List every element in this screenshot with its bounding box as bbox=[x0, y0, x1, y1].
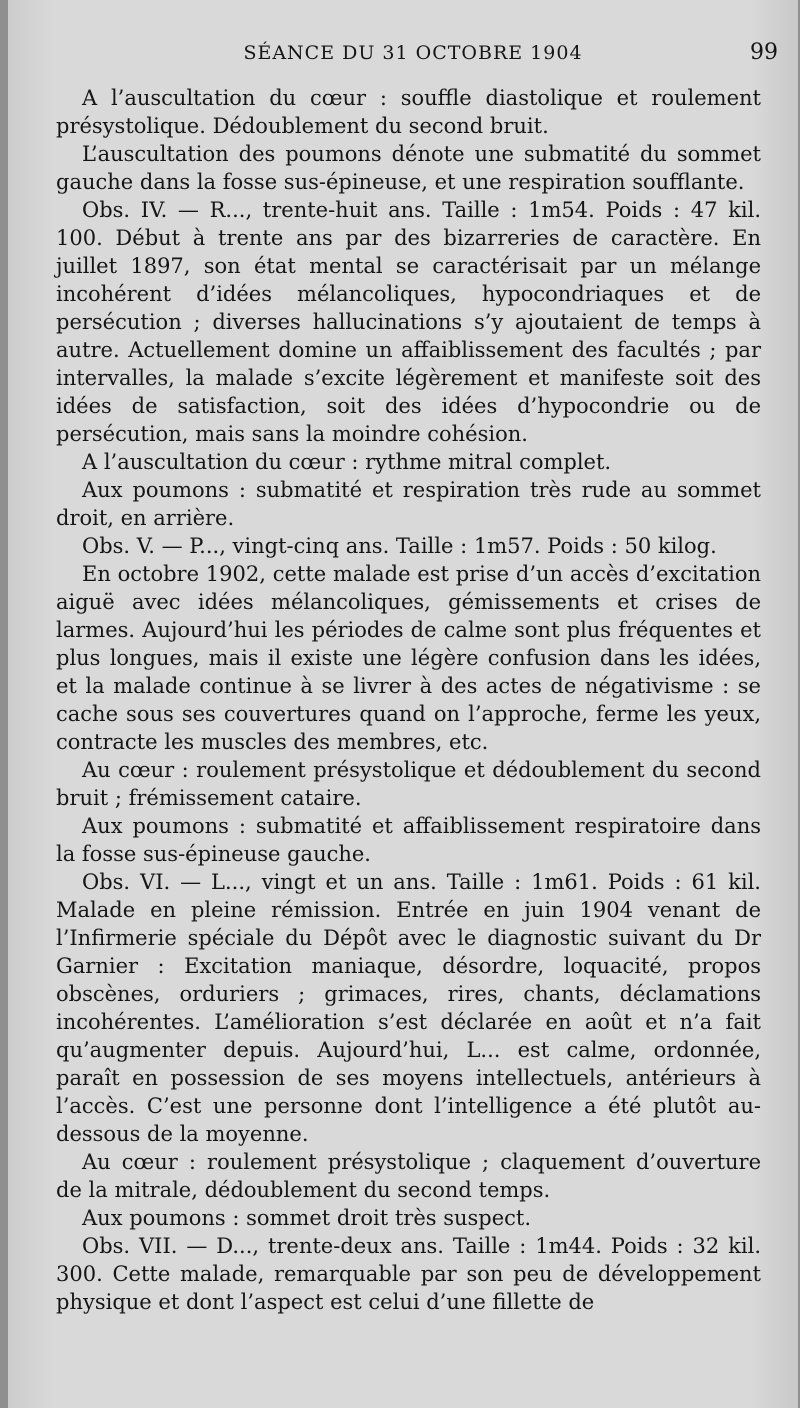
paragraph: Aux poumons : submatité et respiration très rude au sommet droit, en arrière. bbox=[56, 478, 761, 530]
paragraph: Obs. VII. — D..., trente-deux ans. Taille : 1m44. Poids : 32 kil. 300. Cette malade, remarquable par son peu de développement physique et dont l’aspect est celui d’une fillette de bbox=[56, 1234, 761, 1314]
paragraph: Obs. VI. — L..., vingt et un ans. Taille : 1m61. Poids : 61 kil. Malade en pleine rémission. Entrée en juin 1904 venant de l’Infirmerie spéciale du Dépôt avec le diagnostic suivant du Dr Garnier : Excitation maniaque, désordre, loquacité, propos obscènes, orduriers ; grimaces, rires, chants, déclamations incohérentes. L’amélioration s’est déclarée en août et n’a fait qu’augmenter depuis. Aujourd’hui, L... est calme, ordonnée, paraît en possession de ses moyens intellectuels, antérieurs à l’accès. C’est une personne dont l’intelligence a été plutôt au-dessous de la moyenne. bbox=[56, 870, 761, 1146]
paragraph: Aux poumons : sommet droit très suspect. bbox=[82, 1206, 532, 1230]
paragraph: A l’auscultation du cœur : souffle diastolique et roulement présystolique. Dédoublement du second bruit. bbox=[56, 86, 761, 138]
paragraph: Aux poumons : submatité et affaiblissement respiratoire dans la fosse sus-épineuse gauche. bbox=[56, 814, 761, 866]
paragraph: Obs. IV. — R..., trente-huit ans. Taille : 1m54. Poids : 47 kil. 100. Début à trente ans par des bizarreries de caractère. En juillet 1897, son état mental se caractérisait par un mélange incohérent d’idées mélancoliques, hypocondriaques et de persécution ; diverses hallucinations s’y ajoutaient de temps à autre. Actuellement domine un affaiblissement des facultés ; par intervalles, la malade s’excite légèrement et manifeste soit des idées de satisfaction, soit des idées d’hypocondrie ou de persécution, mais sans la moindre cohésion. bbox=[56, 198, 761, 446]
paragraph: A l’auscultation du cœur : rythme mitral complet. bbox=[82, 450, 612, 474]
header-title: SÉANCE DU 31 OCTOBRE 1904 bbox=[243, 42, 583, 64]
paragraph: Au cœur : roulement présystolique ; claquement d’ouverture de la mitrale, dédoublement du second temps. bbox=[56, 1150, 761, 1202]
book-page bbox=[8, 0, 798, 1408]
paragraph: Au cœur : roulement présystolique et dédoublement du second bruit ; frémissement cataire. bbox=[56, 758, 761, 810]
page-body bbox=[56, 84, 761, 1316]
paragraph: Obs. V. — P..., vingt-cinq ans. Taille : 1m57. Poids : 50 kilog. bbox=[82, 534, 717, 558]
paragraph: L’auscultation des poumons dénote une submatité du sommet gauche dans la fosse sus-épineuse, et une respiration soufflante. bbox=[56, 142, 761, 194]
running-header bbox=[48, 38, 778, 72]
paragraph: En octobre 1902, cette malade est prise d’un accès d’excitation aiguë avec idées mélancoliques, gémissements et crises de larmes. Aujourd’hui les périodes de calme sont plus fréquentes et plus longues, mais il existe une légère confusion dans les idées, et la malade continue à se livrer à des actes de négativisme : se cache sous ses couvertures quand on l’approche, ferme les yeux, contracte les muscles des membres, etc. bbox=[56, 562, 761, 754]
page-number: 99 bbox=[750, 40, 778, 65]
